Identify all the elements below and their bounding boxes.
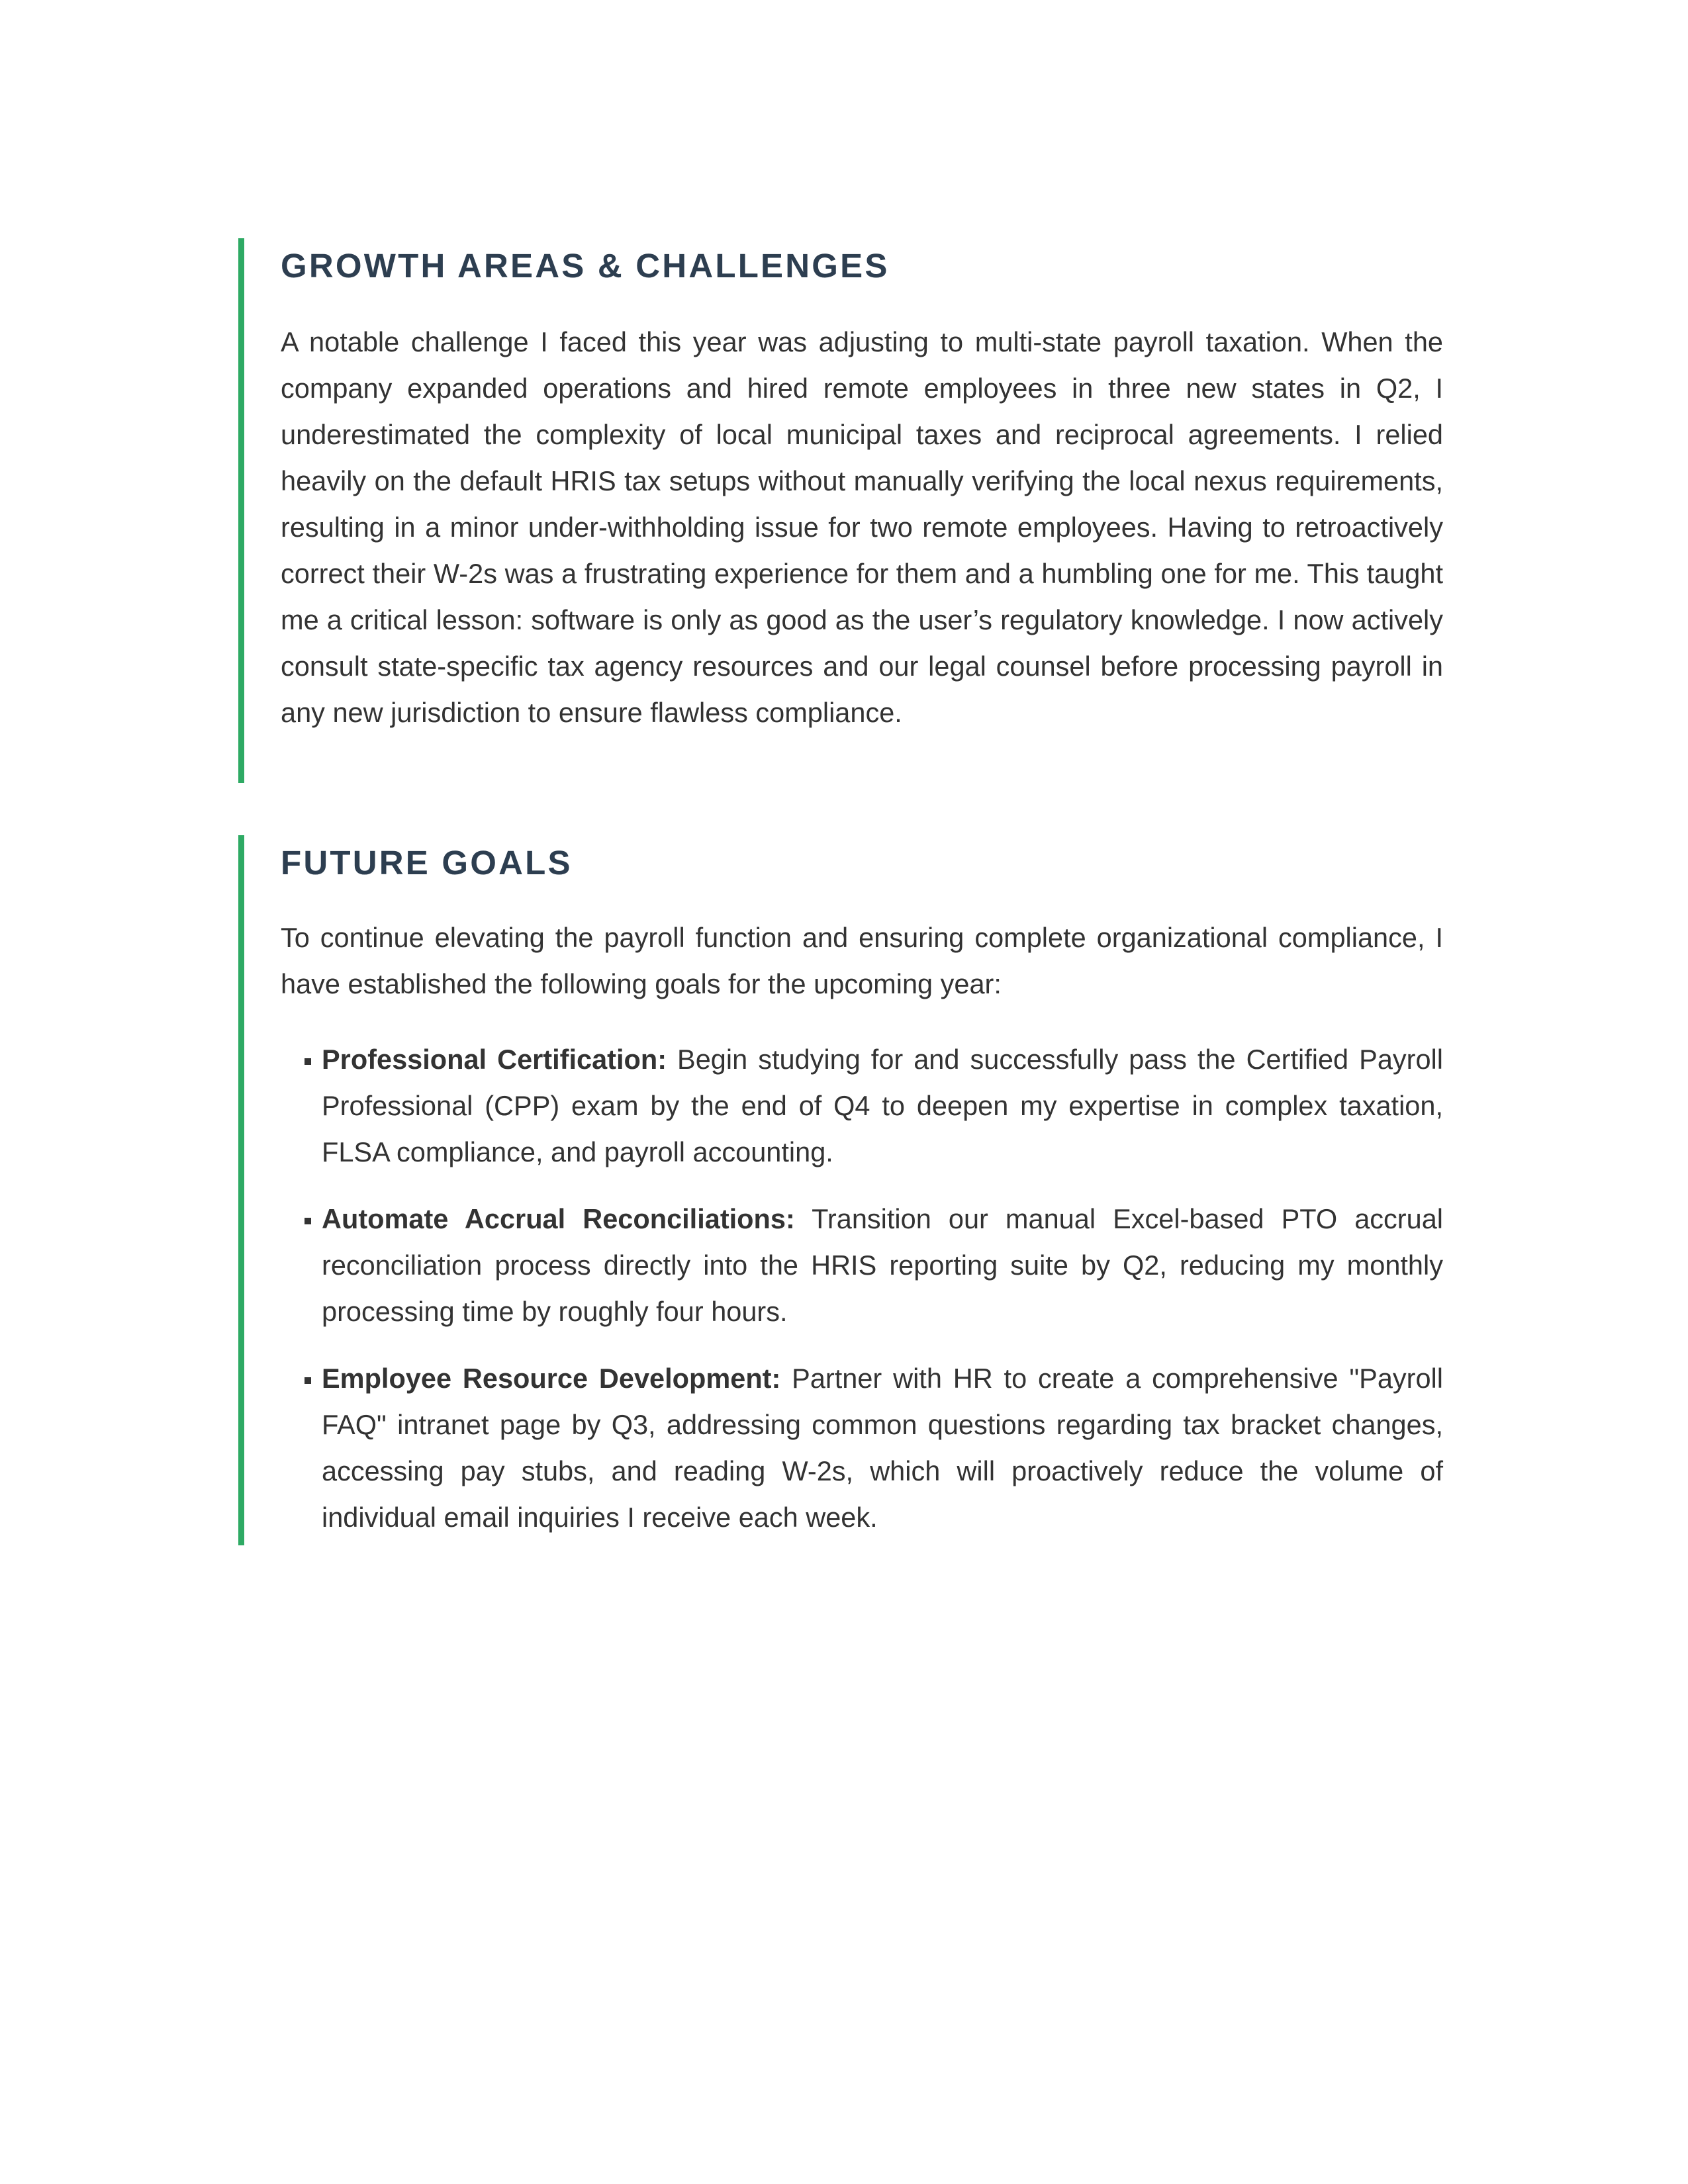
goal-text: Transition our manual Excel-based PTO accrual reconciliation process directly into the HRIS reporting suite by Q2, reducing my monthly processing time by roughly four hours. [322,1203,1444,1327]
growth-areas-heading: GROWTH AREAS & CHALLENGES [281,247,890,285]
future-goals-intro: To continue elevating the payroll function and ensuring complete organizational compliance, I have established the following goals for the upcoming year: [281,922,1443,999]
goal-item-employee-resources [281,1355,1443,1541]
goal-item-accrual-automation [281,1196,1443,1335]
goal-label: Automate Accrual Reconciliations: [322,1203,795,1234]
future-goals-section [238,835,1443,1545]
square-bullet-icon [305,1377,311,1384]
growth-areas-section [238,238,1443,783]
future-goals-heading: FUTURE GOALS [281,844,573,882]
goals-list [281,1036,1443,1561]
goal-item-certification [281,1036,1443,1175]
square-bullet-icon [305,1218,311,1224]
square-bullet-icon [305,1058,311,1065]
goal-label: Employee Resource Development: [322,1363,781,1394]
growth-areas-paragraph: A notable challenge I faced this year was adjusting to multi-state payroll taxation. When the company expanded operations and hired remote employees in three new states in Q2, I underestimated the complexity of local municipal taxes and reciprocal agreements. I relied heavily on the default HRIS tax setups without manually verifying the local nexus requirements, resulting in a minor under-withholding issue for two remote employees. Having to retroactively correct their W-2s was a frustrating experience for them and a humbling one for me. This taught me a critical lesson: software is only as good as the user’s regulatory knowledge. I now actively consult state-specific tax agency resources and our legal counsel before processing payroll in any new jurisdiction to ensure flawless compliance. [281,326,1443,728]
goal-label: Professional Certification: [322,1044,667,1075]
goal-text: Begin studying for and successfully pass the Certified Payroll Professional (CPP) exam by the end of Q4 to deepen my expertise in complex taxation, FLSA compliance, and payroll accounting. [322,1044,1443,1167]
goal-text: Partner with HR to create a comprehensive "Payroll FAQ" intranet page by Q3, addressing common questions regarding tax bracket changes, accessing pay stubs, and reading W-2s, which will proactively reduce the volume of individual email inquiries I receive each week. [322,1363,1443,1533]
